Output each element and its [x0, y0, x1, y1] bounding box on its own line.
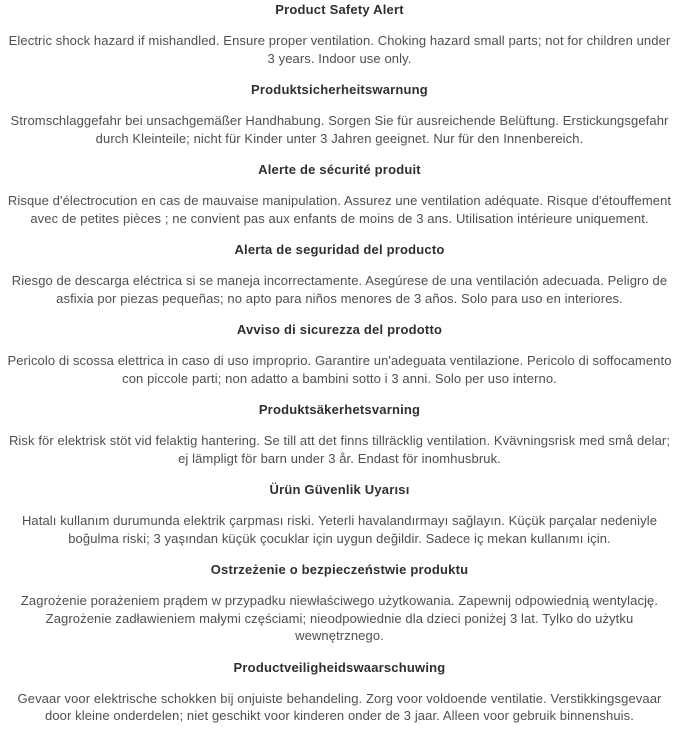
safety-section-de [5, 81, 674, 147]
safety-heading-pl: Ostrzeżenie o bezpieczeństwie produktu [210, 562, 469, 577]
safety-section-it [5, 321, 674, 387]
safety-section-pl [5, 561, 674, 645]
safety-body-tr: Hatalı kullanım durumunda elektrik çarpması riski. Yeterli havalandırmayı sağlayın. Küçük parçalar nedeniyle boğulma riski; 3 yaşından küçük çocuklar için uygun değildir. Sadece iç mekan kullanımı için. [21, 513, 658, 546]
safety-heading-sv: Produktsäkerhetsvarning [258, 402, 421, 417]
safety-heading-fr: Alerte de sécurité produit [258, 162, 421, 177]
safety-heading-it: Avviso di sicurezza del prodotto [236, 322, 443, 337]
safety-heading-es: Alerta de seguridad del producto [234, 242, 445, 257]
safety-section-nl [5, 659, 674, 725]
safety-section-sv [5, 401, 674, 467]
safety-body-pl: Zagrożenie porażeniem prądem w przypadku niewłaściwego użytkowania. Zapewnij odpowiednią wentylację. Zagrożenie zadławieniem małymi częściami; nieodpowiednie dla dzieci poniżej 3 lat. Tylko do użytku wewnętrznego. [20, 593, 659, 643]
safety-section-es [5, 241, 674, 307]
safety-heading-nl: Productveiligheidswaarschuwing [233, 659, 446, 675]
safety-section-fr [5, 161, 674, 227]
safety-body-fr: Risque d'électrocution en cas de mauvaise manipulation. Assurez une ventilation adéquate. Risque d'étouffement avec de petites pièces ; ne convient pas aux enfants de moins de 3 ans. Utilisation intérieure uniquement. [7, 193, 672, 226]
safety-section-en [5, 1, 674, 67]
safety-body-sv: Risk för elektrisk stöt vid felaktig hantering. Se till att det finns tillräcklig ventilation. Kvävningsrisk med små delar; ej lämpligt för barn under 3 år. Endast för inomhusbruk. [8, 433, 671, 466]
safety-heading-en: Product Safety Alert [275, 2, 404, 17]
safety-body-es: Riesgo de descarga eléctrica si se maneja incorrectamente. Asegúrese de una ventilación adecuada. Peligro de asfixia por piezas pequeñas; no apto para niños menores de 3 años. Solo para uso en interiores. [11, 273, 668, 306]
safety-body-nl: Gevaar voor elektrische schokken bij onjuiste behandeling. Zorg voor voldoende ventilatie. Verstikkingsgevaar door kleine onderdelen; niet geschikt voor kinderen onder de 3 jaar. Alleen voor gebruik binnenshuis. [17, 690, 662, 723]
safety-body-it: Pericolo di scossa elettrica in caso di uso improprio. Garantire un'adeguata ventilazione. Pericolo di soffocamento con piccole parti; non adatto a bambini sotto i 3 anni. Solo per uso interno. [7, 353, 672, 386]
safety-heading-tr: Ürün Güvenlik Uyarısı [269, 482, 410, 497]
safety-body-de: Stromschlaggefahr bei unsachgemäßer Handhabung. Sorgen Sie für ausreichende Belüftung. Erstickungsgefahr durch Kleinteile; nicht für Kinder unter 3 Jahren geeignet. Nur für den Innenbereich. [10, 113, 669, 146]
safety-body-en: Electric shock hazard if mishandled. Ensure proper ventilation. Choking hazard small parts; not for children under 3 years. Indoor use only. [8, 33, 671, 66]
safety-heading-de: Produktsicherheitswarnung [251, 82, 428, 97]
safety-section-tr [5, 481, 674, 547]
